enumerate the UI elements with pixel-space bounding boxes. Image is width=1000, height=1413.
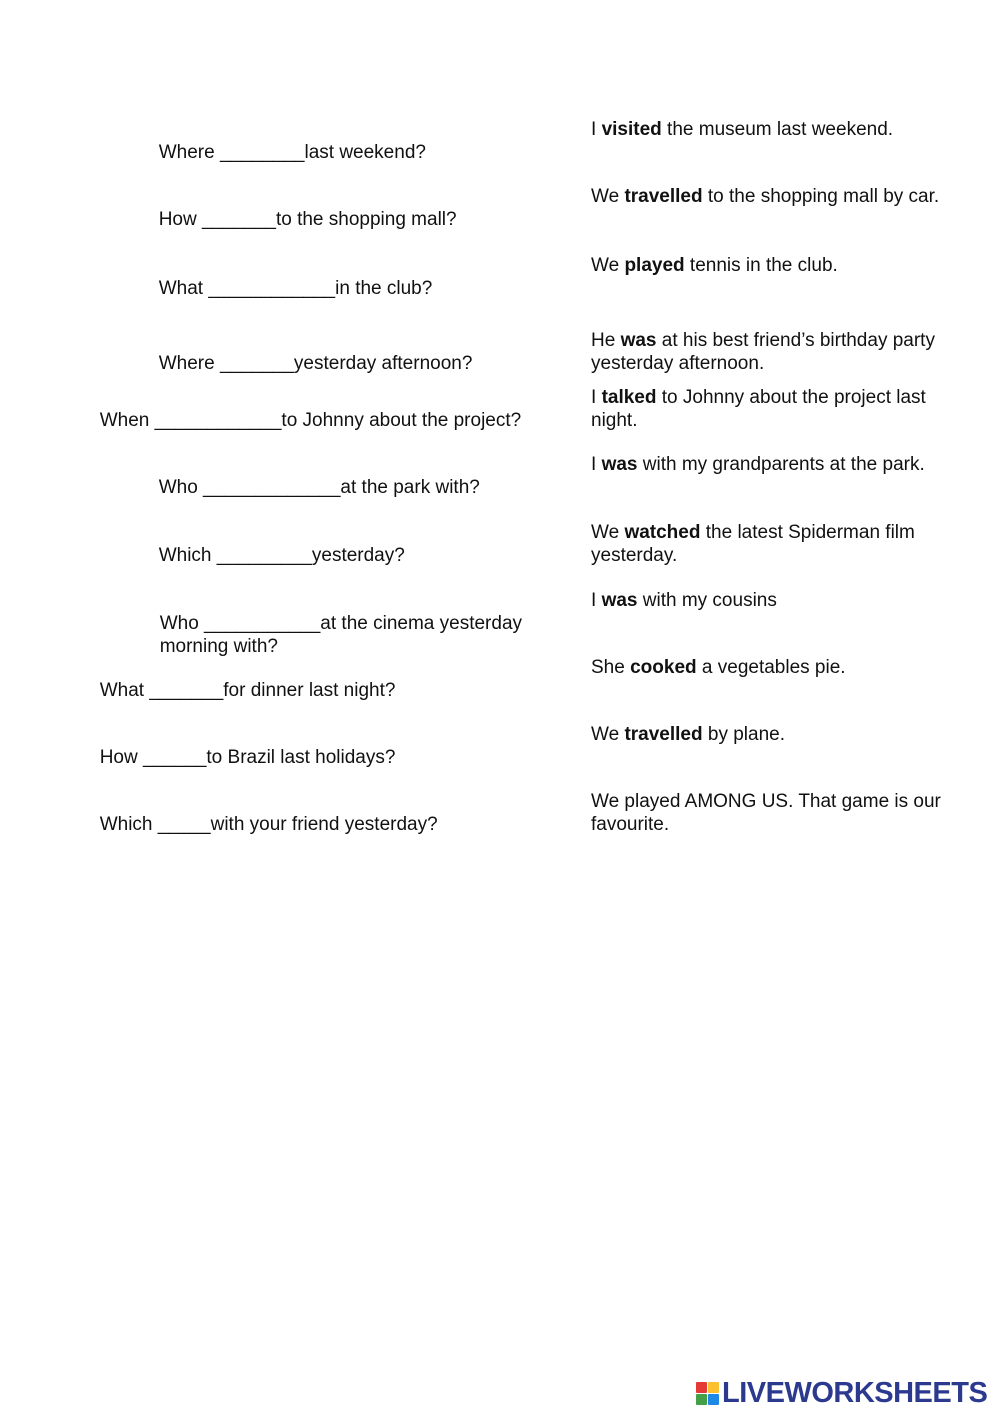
answer	[591, 118, 946, 141]
answer-blank[interactable]: ______	[142, 747, 207, 768]
answer	[591, 521, 946, 567]
answer-start: She	[591, 657, 631, 678]
answer-end: at his best friend’s birthday party yesterday afternoon.	[591, 330, 935, 374]
answer	[591, 790, 946, 836]
answer-start: I	[591, 387, 602, 408]
answer-end: to Johnny about the project last night.	[591, 387, 926, 431]
answer-blank[interactable]: ________	[219, 142, 305, 163]
exercise-row	[0, 254, 1000, 299]
answer-blank[interactable]: _______	[149, 680, 224, 701]
answer	[591, 656, 946, 679]
answer-blank[interactable]: ___________	[204, 613, 321, 634]
answer-start: We played AMONG US. That game is our favourite.	[591, 791, 941, 835]
exercise-row	[0, 521, 1000, 566]
answer-blank[interactable]: _____________	[203, 477, 341, 498]
question	[68, 656, 395, 725]
logo-block-yellow	[708, 1382, 719, 1393]
answer-start: We	[591, 186, 625, 207]
answer	[591, 589, 946, 612]
answer-blank[interactable]: _____	[157, 814, 211, 835]
answer-start: We	[591, 522, 625, 543]
exercise-row	[0, 589, 1000, 657]
answer-end: to the shopping mall by car.	[702, 186, 940, 207]
answer-end: a vegetables pie.	[696, 657, 846, 678]
question-start: Who	[158, 477, 204, 498]
answer-verb: travelled	[624, 724, 703, 745]
answer-verb: was	[620, 330, 657, 351]
live-blocks-icon	[696, 1382, 719, 1405]
question-end: at the cinema yesterday	[320, 613, 523, 634]
answer-start: We	[591, 255, 625, 276]
question	[68, 723, 395, 792]
question-end: with your friend yesterday?	[210, 814, 438, 835]
answer-verb: watched	[624, 522, 701, 543]
question-start: What	[99, 680, 150, 701]
answer-verb: was	[601, 454, 638, 475]
answer-start: I	[591, 119, 602, 140]
answer-end: the museum last weekend.	[661, 119, 894, 140]
question-end: at the park with?	[340, 477, 480, 498]
answer-verb: visited	[601, 119, 662, 140]
exercise-row	[0, 790, 1000, 835]
answer-blank[interactable]: ____________	[154, 410, 282, 431]
question-start: How	[158, 209, 202, 230]
answer-blank[interactable]: _________	[216, 545, 312, 566]
exercise-row	[0, 386, 1000, 431]
answer	[591, 386, 946, 432]
answer-verb: was	[601, 590, 638, 611]
answer-verb: played	[624, 255, 685, 276]
question-start: What	[158, 278, 209, 299]
question	[127, 185, 457, 254]
logo-block-blue	[708, 1394, 719, 1405]
answer-end: by plane.	[702, 724, 785, 745]
answer-end: with my cousins	[637, 590, 777, 611]
answer-verb: cooked	[630, 657, 697, 678]
exercise-row	[0, 723, 1000, 768]
question	[127, 453, 480, 522]
question-start: Where	[158, 142, 220, 163]
answer-end: with my grandparents at the park.	[637, 454, 925, 475]
question	[127, 521, 405, 590]
answer-end: the latest Spiderman film yesterday.	[591, 522, 915, 566]
question-end: last weekend?	[304, 142, 426, 163]
exercise-row	[0, 185, 1000, 230]
question-start: Which	[158, 545, 217, 566]
answer-end: tennis in the club.	[684, 255, 838, 276]
question-end: to the shopping mall?	[275, 209, 457, 230]
answer-blank[interactable]: ____________	[208, 278, 336, 299]
question	[68, 386, 521, 455]
logo-block-red	[696, 1382, 707, 1393]
question-end: yesterday afternoon?	[293, 353, 473, 374]
answer-start: I	[591, 454, 602, 475]
exercise-row	[0, 118, 1000, 163]
question	[127, 254, 432, 323]
exercise-row	[0, 453, 1000, 498]
question-end: yesterday?	[311, 545, 405, 566]
logo-block-green	[696, 1394, 707, 1405]
question-end: for dinner last night?	[223, 680, 396, 701]
answer-start: We	[591, 724, 625, 745]
question-start: When	[99, 410, 155, 431]
answer-start: He	[591, 330, 621, 351]
question-start: Where	[158, 353, 220, 374]
answer-verb: talked	[601, 387, 657, 408]
question	[68, 790, 438, 859]
answer-verb: travelled	[624, 186, 703, 207]
question-end: in the club?	[335, 278, 433, 299]
answer-blank[interactable]: _______	[219, 353, 294, 374]
answer	[591, 329, 946, 375]
answer	[591, 723, 946, 746]
answer	[591, 185, 946, 208]
answer	[591, 254, 946, 277]
answer	[591, 453, 946, 476]
question-end: to Johnny about the project?	[281, 410, 522, 431]
exercise-row	[0, 656, 1000, 701]
brand-name: LIVEWORKSHEETS	[722, 1376, 988, 1409]
answer-start: I	[591, 590, 602, 611]
question-end: to Brazil last holidays?	[206, 747, 396, 768]
exercise-row	[0, 329, 1000, 374]
question-start: How	[99, 747, 143, 768]
question-start: Who	[159, 613, 205, 634]
question-start: Which	[99, 814, 158, 835]
liveworksheets-logo	[696, 1378, 987, 1408]
question	[127, 118, 426, 187]
answer-blank[interactable]: _______	[201, 209, 276, 230]
question-line-2: morning with?	[159, 636, 278, 657]
